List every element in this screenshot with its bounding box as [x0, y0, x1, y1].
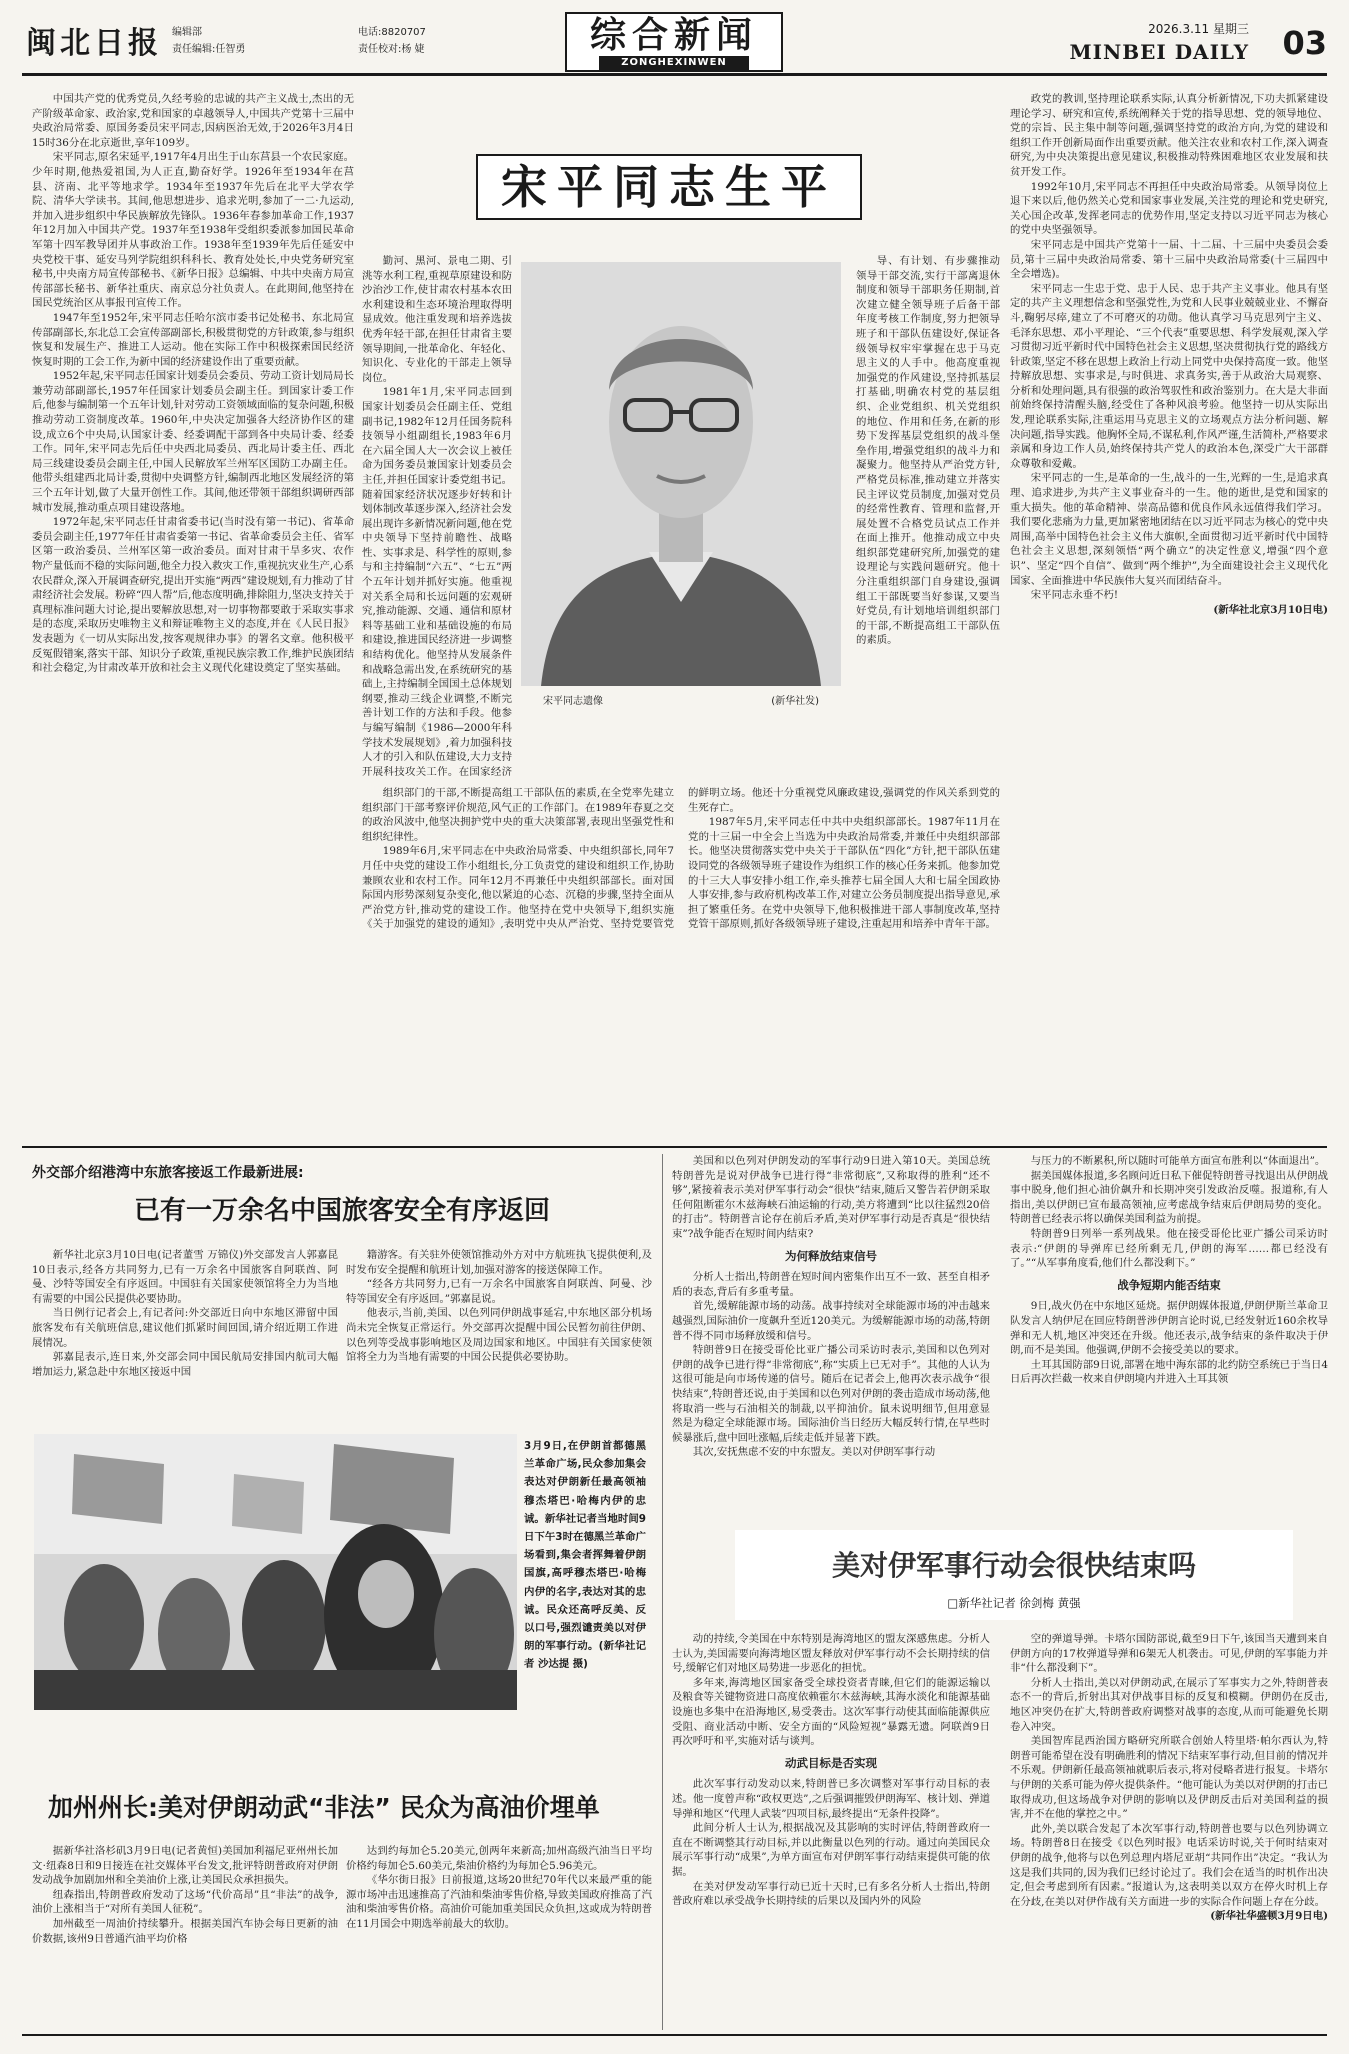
- section-banner: [565, 12, 783, 72]
- obituary-column-wide: [362, 786, 1000, 1122]
- paragraph: “经各方共同努力,已有一万余名中国旅客自阿联酋、阿曼、沙特等国安全有序返回。”郭嘉昆说。: [346, 1278, 652, 1305]
- editor-line: 责任编辑:任智勇: [172, 44, 246, 55]
- paragraph: 籍游客。有关驻外使领馆推动外方对中方航班执飞提供便利,及时发布安全提醒和航班计划,加强对游客的接送保障工作。: [346, 1249, 652, 1276]
- story4-subhead-2: 战争短期内能否结束: [1117, 1277, 1221, 1292]
- portrait-photo: [521, 262, 841, 686]
- phone-line: 电话:8820707: [358, 27, 426, 38]
- paragraph: 特朗普9日在接受哥伦比亚广播公司采访时表示,美国和以色列对伊朗的战争已进行得“非常彻底”,称“实质上已无对手”。其他的人认为这很可能是向市场传递的信号。随后在记者会上,他再次表示战争“很快结束”,特朗普还说,由于美国和以色列对伊朗的袭击造成市场动荡,他将取消一些与石油相关的制裁,以平抑油价。鼠未说明细节,但用意显然是为稳定全球能源市场。国际油价当日经历大幅反转行情,在早些时候暴涨后,盘中回吐涨幅,后续走低并显著下跌。: [672, 1344, 990, 1444]
- paragraph: 勤河、黑河、景电二期、引洮等水利工程,重视草原建设和防沙治沙工作,使甘肃农村基本农田水利建设和生态环境治理取得明显成效。他注重发现和培养选拔优秀年轻干部,在担任甘肃省主要领导期间,一批革命化、年轻化、知识化、专业化的干部走上领导岗位。: [362, 255, 512, 384]
- masthead: [22, 10, 1327, 76]
- story3-column-2: [346, 1844, 652, 2020]
- paragraph: 在美对伊发动军事行动已近十天时,已有多名分析人士指出,特朗普政府难以承受战争长期持续的后果以及国内外的风险: [672, 1880, 990, 1908]
- story2-column-1: [32, 1248, 338, 1424]
- paragraph: 1987年5月,宋平同志任中共中央组织部部长。1987年11月在党的十三届一中全会上当选为中央政治局常委,并兼任中央组织部部长。他坚决贯彻落实党中央关于干部队伍“四化”方针,把干部队伍建设同党的各级领导班子建设作为组织工作的核心任务来抓。他参加党的十三大人事安排小组工作,牵头推荐七届全国人大和七届全国政协人事安排,参与政府机构改革工作,对建立公务员制度提出指导意见,承担了繁重任务。在党中央领导下,他积极推进干部人事制度改革,坚持党管干部原则,抓好各级领导班子建设,注重起用和培养中青年干部。: [688, 816, 1000, 931]
- portrait-caption: [521, 692, 841, 707]
- story4-subhead-3: 动武目标是否实现: [785, 1755, 877, 1770]
- section-divider: [22, 1146, 1327, 1148]
- paragraph: 1947年至1952年,宋平同志任哈尔滨市委书记处秘书、东北局宣传部副部长,东北总工会宣传部副部长,积极贯彻党的方针政策,参与组织恢复和发展生产、推进工人运动。他在实际工作中积极探索国民经济恢复时期的工会工作,为新中国的经济建设作出了重要贡献。: [32, 311, 354, 368]
- editor-label: 编辑部: [172, 27, 202, 38]
- paragraph: 宋平同志的一生,是革命的一生,战斗的一生,光辉的一生,是追求真理、追求进步,为共产主义事业奋斗的一生。他的逝世,是党和国家的重大损失。他的革命精神、崇高品德和优良作风永远值得我们学习。我们要化悲痛为力量,更加紧密地团结在以习近平同志为核心的党中央周围,高举中国特色社会主义伟大旗帜,全面贯彻习近平新时代中国特色社会主义思想,深刻领悟“两个确立”的决定性意义,增强“四个意识”、坚定“四个自信”、做到“两个维护”,为全面建设社会主义现代化国家、全面推进中华民族伟大复兴而团结奋斗。: [1010, 472, 1328, 587]
- paragraph: 据美国媒体报道,多名顾问近日私下催促特朗普寻找退出从伊朗战事中脱身,他们担心油价飙升和长期冲突引发政治反噬。报道称,有人指出,美以伊朗已宣布最高领袖,应考虑战争结束后伊朗局势的变化。特朗普已经表示将以确保美国利益为前提。: [1010, 1169, 1328, 1226]
- story4-subhead-1: 为何释放结束信号: [785, 1248, 877, 1263]
- paragraph: 此外,美以联合发起了本次军事行动,特朗普也要与以色列协调立场。特朗普8日在接受《以色列时报》电话采访时说,关于何时结束对伊朗的战争,他将与以色列总理内塔尼亚胡“共同作出”决定。“我认为这是我们共同的,因为我们已经讨论过了。我们会在适当的时机作出决定,但会考虑到所有因素。”报道认为,这表明美以双方在停火时机上存在分歧,在美以对伊作战有关方面进一步的实际合作问题上存在分歧。: [1010, 1822, 1328, 1908]
- story2-column-2: [346, 1248, 652, 1424]
- paragraph: 动的持续,令美国在中东特别是海湾地区的盟友深感焦虑。分析人士认为,美国需要向海湾地区盟友释放对伊军事行动不会长期持续的信号,缓解它们对地区局势进一步恶化的担忧。: [672, 1633, 990, 1675]
- paper-logo: 闽北日报: [26, 26, 162, 61]
- paragraph: 1981年1月,宋平同志回到国家计划委员会任副主任、党组副书记,1982年12月任国务院科技领导小组副组长,1983年6月在六届全国人大一次会议上被任命为国务委员兼国家计划委员会主任,并担任国家计委党组书记。随着国家经济状况逐步好转和计划体制改革逐步深入,经济社会发展出现许多新情况新问题,他在党中央领导下坚持前瞻性、战略性、实事求是、科学性的原则,参与和主持编制“六五”、“七五”两个五年计划并抓好实施。他重视对关系全局和长远问题的宏观研究,推动能源、交通、通信和原材料等基础工业和基础设施的布局和建设,推进国民经济进一步调整和结构优化。他坚持从发展条件和战略急需出发,在系统研究的基础上,主持编制全国国土总体规划纲要,推动三线企业调整,不断完善计划工作的方法和手段。他参与编写编制《1986—2000年科学技术发展规划》,着力加强科技人才的引入和队伍建设,大力支持开展科技攻关工作。在国家经济: [362, 386, 512, 778]
- paragraph: 首先,缓解能源市场的动荡。战事持续对全球能源市场的冲击越来越强烈,国际油价一度飙升至近120美元。为缓解能源市场的动荡,特朗普不得不同市场释放缓和信号。: [672, 1300, 990, 1342]
- paragraph: 美国和以色列对伊朗发动的军事行动9日进入第10天。美国总统特朗普先是说对伊战争已进行得“非常彻底”,又称取得的胜利“还不够”,紧接着表示美对伊军事行动会“很快”结束,随后又警告若伊朗采取任何阻断霍尔木兹海峡石油运输的行动,美方将遭到“比以往猛烈20倍的打击”。特朗普言论存在前后矛盾,美对伊军事行动是否真是“很快结束”?战争能否在短时间内结束?: [672, 1155, 990, 1240]
- issue-date: 2026.3.11 星期三: [1148, 22, 1249, 36]
- story3-column-1: [32, 1844, 338, 2020]
- paper-english-name: MINBEI DAILY: [1069, 40, 1249, 64]
- paragraph: 特朗普9日列举一系列战果。他在接受哥伦比亚广播公司采访时表示:“伊朗的导弹库已经所剩无几,伊朗的海军……都已经没有了。”“从军事角度看,他们什么都没剩下。”: [1010, 1227, 1328, 1270]
- rally-photo: [34, 1434, 517, 1710]
- paragraph: 1989年6月,宋平同志在中央政治局常委、中央组织部长,同年7月任中央党的建设工作小组组长,分工负责党的建设和组织工作,协助兼顾农业和农村工作。同年12月不再兼任中央组织部部长。面对国际国内形势深刻复杂变化,他以紧迫的心态、沉稳的步骤,坚持全面从严治党方针,推动党的建设工作。他坚持在党中央领导下,组织实施《关于加强党的建设的通知》,表明党中央从严治党、坚持党要管党的鲜明立场。他还十分重视党风廉政建设,强调党的作风关系到党的生死存亡。: [362, 787, 1000, 931]
- obituary-column-1: [32, 92, 354, 1122]
- story3-headline: 加州州长:美对伊朗动武“非法” 民众为高油价埋单: [48, 1793, 600, 1822]
- paragraph: 《华尔街日报》日前报道,这场20世纪70年代以来最严重的能源市场冲击迅速推高了汽油和柴油零售价格,导致美国政府推高了汽油和柴油零售价格。高油价可能加重美国民众负担,这或成为特朗普在11月国会中期选举前最大的软肋。: [346, 1874, 652, 1930]
- story4-byline: □新华社记者 徐剑梅 黄强: [947, 1596, 1081, 1610]
- obituary-column-3: [856, 254, 1000, 772]
- paragraph: 分析人士指出,美以对伊朗动武,在展示了军事实力之外,特朗普表态不一的背后,折射出其对伊战事目标的反复和模糊。伊朗仍在反击,地区冲突仍在扩大,特朗普政府调整对战事的态度,从而可能避免长期卷入冲突。: [1010, 1676, 1328, 1733]
- paragraph: 纽森指出,特朗普政府发动了这场“代价高昂”且“非法”的战争,油价上涨相当于“对所有美国人征税”。: [32, 1888, 338, 1916]
- paragraph: 郭嘉昆表示,连日来,外交部会同中国民航局安排国内航司大幅增加运力,紧急赴中东地区接返中国: [32, 1351, 338, 1378]
- paragraph: 宋平同志一生忠于党、忠于人民、忠于共产主义事业。他具有坚定的共产主义理想信念和坚强党性,为党和人民事业兢兢业业、不懈奋斗,鞠躬尽瘁,建立了不可磨灭的功勋。他认真学习马克思列宁主义、毛泽东思想、邓小平理论、“三个代表”重要思想、科学发展观,深入学习贯彻习近平新时代中国特色社会主义思想,坚决贯彻执行党的路线方针政策,坚定不移在思想上政治上行动上同党中央保持高度一致。他坚持解放思想、实事求是,与时俱进、求真务实,善于从政治大局观察、分析和处理问题,具有很强的政治驾驭性和政治鉴别力。在大是大非面前始终保持清醒头脑,经受住了各种风浪考验。他坚持一切从实际出发,理论联系实际,注重运用马克思主义的立场观点方法分析问题、解决问题,指导实践。他胸怀全局,不谋私利,作风严谨,生活简朴,严格要求亲属和身边工作人员,始终保持共产党人的政治本色,深受广大干部群众尊敬和爱戴。: [1010, 282, 1328, 470]
- paragraph: 9日,战火仍在中东地区延烧。据伊朗媒体报道,伊朗伊斯兰革命卫队发言人纳伊尼在回应特朗普涉伊朗言论时说,已经发射近160余枚导弹和无人机,地区冲突还在升级。他还表示,战争结束的条件取决于伊朗,而不是美国。他强调,伊朗不会接受美以的要求。: [1010, 1300, 1328, 1357]
- paragraph: 宋平同志永垂不朽!: [1030, 589, 1119, 602]
- paragraph: 新华社北京3月10日电(记者董雪 万锦仪)外交部发言人郭嘉昆10日表示,经各方共同努力,已有一万余名中国旅客自阿联酋、阿曼、沙特等国安全有序返回。中国驻有关国家使领馆将全力为当地有需要的中国公民提供必要协助。: [32, 1249, 338, 1305]
- paragraph: 达到约每加仑5.20美元,创两年来新高;加州高级汽油当日平均价格约每加仑5.60美元,柴油价格约为每加仑5.96美元。: [346, 1845, 652, 1872]
- story2-headline: 已有一万余名中国旅客安全有序返回: [133, 1196, 550, 1226]
- story4-headline: 美对伊军事行动会很快结束吗: [831, 1549, 1196, 1582]
- paragraph: 多年来,海湾地区国家备受全球投资者青睐,但它们的能源运输以及粮食等关键物资进口高度依赖霍尔木兹海峡,其海水淡化和能源基础设施也多集中在沿海地区,易受袭击。这次军事行动使其面临能源供应受阻、商业活动中断、安全方面的“风险短视”暴露无遗。阿联酋9日再次呼吁和平,实施对话与谈判。: [672, 1676, 990, 1748]
- obituary-column-5: [1010, 92, 1328, 1128]
- paragraph: 1952年起,宋平同志任国家计划委员会委员、劳动工资计划局局长兼劳动部副部长,1957年任国家计划委员会副主任。到国家计委工作后,他参与编制第一个五年计划,针对劳动工资领域面临的复杂问题,积极推动劳动工资制度改革。1960年,中央决定加强各大经济协作区的建设,成立6个中央局,认国家计委、经委调配干部到各中央局计委、经委工作。同年,宋平同志先后任中央西北局委员、西北局计委主任、西北局三线建设委员会副主任,中国人民解放军兰州军区国防工办副主任。他带头组建西北局计委,贯彻中央调整方针,编制西北地区发展经济的第三个五年计划,做了大量开创性工作。其间,他还带领干部组织调研西部城市发展,推动重点项目建设落地。: [32, 370, 354, 514]
- paragraph: 此次军事行动发动以来,特朗普已多次调整对军事行动目标的表述。他一度曾声称“政权更迭”,之后强调摧毁伊朗海军、核计划、弹道导弹和地区“代理人武装”四项目标,最终提出“无条件投降”。: [672, 1778, 990, 1820]
- rally-figure: [34, 1434, 517, 1710]
- page-bottom-rule: [22, 2034, 1327, 2036]
- story4-column-4: [1010, 1632, 1328, 2024]
- paragraph: 美国智库昆西治国方略研究所联合创始人特里塔·帕尔西认为,特朗普可能希望在没有明确胜利的情况下结束军事行动,但目前的情况并不乐观。伊朗新任最高领袖就职后表示,将对侵略者进行报复。卡塔尔与伊朗的关系可能为停火提供条件。“他可能认为美以对伊朗的打击已取得成功,但这场战争对伊朗的影响以及伊朗反击后对美国利益的损害,并不在他的掌控之中。”: [1010, 1735, 1328, 1821]
- paragraph: 土耳其国防部9日说,部署在地中海东部的北约防空系统已于当日4日后再次拦截一枚来自伊朗境内并进入土耳其领: [1010, 1358, 1328, 1386]
- obituary-signature: (新华社北京3月10日电): [1213, 603, 1328, 616]
- page-number: 03: [1282, 24, 1327, 62]
- proof-line: 责任校对:杨 婕: [358, 44, 425, 55]
- portrait-figure: [521, 262, 841, 686]
- paragraph: 组织部门的干部,不断提高组工干部队伍的素质,在全党率先建立组织部门干部考察评价规范,风气正的工作部门。在1989年春夏之交的政治风波中,他坚决拥护党中央的重大决策部署,表现出坚强党性和组织纪律性。: [362, 787, 674, 843]
- caption-right: (新华社发): [771, 696, 819, 707]
- paragraph: 宋平同志,原名宋延平,1917年4月出生于山东莒县一个农民家庭。少年时期,他热爱祖国,为人正直,勤奋好学。1926年至1934年在莒县、济南、北平等地求学。1934年至1937年先后在北平大学农学院、清华大学读书。其间,他思想进步、追求光明,参加了一二·九运动,并加入进步组织中华民族解放先锋队。1936年春参加革命工作,1937年12月加入中国共产党。1937年至1938年受组织委派参加国民革命军第十四军教导团并从事政治工作。1938年至1939年先后任延安中央党校干事、延安马列学院组织科科长、教育处处长,中央党务研究室秘书,中央南方局宣传部秘书、《新华日报》总编辑、中共中央南方局宣传部部长秘书、新华社重庆、南京总分社负责人。在此期间,他坚持在国民党统治区从事报刊宣传工作。: [32, 151, 354, 310]
- paragraph: 1992年10月,宋平同志不再担任中央政治局常委。从领导岗位上退下来以后,他仍然关心党和国家事业发展,关注党的理论和党史研究,关心国企改革,发挥老同志的优势作用,坚定支持以习近平同志为核心的党中央坚强领导。: [1010, 180, 1328, 237]
- phone-info: [358, 24, 426, 58]
- paragraph: 与压力的不断累积,所以随时可能单方面宣布胜利以“体面退出”。: [1030, 1155, 1326, 1167]
- paragraph: 据新华社洛杉矶3月9日电(记者黄恒)美国加利福尼亚州州长加文·纽森8日和9日接连在社交媒体平台发文,批评特朗普政府对伊朗发动战争加剧加州和全美油价上涨,让美国民众承担损失。: [32, 1845, 338, 1887]
- paragraph: 加州截至一周油价持续攀升。根据美国汽车协会每日更新的油价数据,该州9日普通汽油平均价格: [32, 1917, 338, 1945]
- story2-kicker: 外交部介绍港湾中东旅客接返工作最新进展:: [32, 1165, 304, 1181]
- story4-column-2: [1010, 1154, 1328, 1526]
- paragraph: 政党的教训,坚持理论联系实际,认真分析新情况,下功夫抓紧建设理论学习、研究和宣传,系统阐释关于党的指导思想、党的领导地位、党的宗旨、民主集中制等问题,强调坚持党的政治方向,为党的建设和组织工作开创新局面作出重要贡献。他关注农业和农村工作,深入调查研究,为中央决策提出意见建议,积极推动特殊困难地区农业发展和扶贫开发工作。: [1010, 93, 1328, 178]
- paragraph: 宋平同志是中国共产党第十一届、十二届、十三届中央委员会委员,第十三届中央政治局常委、第十三届中央政治局常委(十三届四中全会增选)。: [1010, 238, 1328, 281]
- section-title: 综合新闻: [589, 14, 758, 56]
- rally-photo-caption: 3月9日,在伊朗首都德黑兰革命广场,民众参加集会表达对伊朗新任最高领袖穆杰塔巴·哈梅内伊的忠诚。新华社记者当地时间9日下午3时在德黑兰革命广场看到,集会者挥舞着伊朗国旗,高呼穆杰塔巴·哈梅内伊的名字,表达对其的忠诚。民众还高呼反美、反以口号,强烈谴责美以对伊朗的军事行动。(新华社记者 沙达提 摄): [524, 1440, 646, 1671]
- paragraph: 他表示,当前,美国、以色列同伊朗战事延宕,中东地区部分机场尚未完全恢复正常运行。外交部再次提醒中国公民暂勿前往伊朗、以色列等受战事影响地区及周边国家和地区。中国驻有关国家使领馆将全力为当地有需要的中国公民提供必要协助。: [346, 1307, 652, 1364]
- paragraph: 分析人士指出,特朗普在短时间内密集作出互不一致、甚至自相矛盾的表态,背后有多重考量。: [672, 1271, 990, 1298]
- story4-column-3: [672, 1632, 990, 2024]
- paragraph: 其次,安抚焦虑不安的中东盟友。美以对伊朗军事行动: [692, 1446, 936, 1459]
- editor-info: [172, 24, 245, 58]
- obituary-headline: 宋平同志生平: [476, 154, 862, 220]
- paragraph: 空的弹道导弹。卡塔尔国防部说,截至9日下午,该国当天遭到来自伊朗方向的17枚弹道导弹和6架无人机袭击。可见,伊朗的军事能力并非“什么都没剩下”。: [1010, 1633, 1328, 1675]
- section-pinyin: ZONGHEXINWEN: [599, 56, 749, 70]
- paragraph: 导、有计划、有步骤推动领导干部交流,实行干部离退休制度和领导干部职务任期制,首次建立健全领导班子后备干部年度考核工作制度,努力把领导班子和干部队伍建设好,保证各级领导权牢牢掌握在忠于马克思主义的人手中。他高度重视加强党的作风建设,坚持抓基层打基础,明确农村党的基层组织、企业党组织、机关党组织的地位、作用和任务,在新的形势下发挥基层党组织的战斗堡垒作用,增强党组织的战斗力和凝聚力。他坚持从严治党方针,严格党员标准,推动建立并落实民主评议党员制度,加强对党员的经常性教育、管理和监督,开展处置不合格党员试点工作并在面上推开。他推动成立中央组织部党建研究所,加强党的建设理论与实践问题研究。他十分注重组织部门自身建设,强调组工干部既要当好参谋,又要当好党员,有计划地培训组织部门的干部,不断提高组工干部队伍的素质。: [856, 255, 1000, 647]
- paragraph: 中国共产党的优秀党员,久经考验的忠诚的共产主义战士,杰出的无产阶级革命家、政治家,党和国家的卓越领导人,中国共产党第十三届中央政治局常委、原国务委员宋平同志,因病医治无效,于2026年3月4日15时36分在北京逝世,享年109岁。: [32, 93, 354, 149]
- column-divider: [662, 1154, 663, 2030]
- story4-column-1: [672, 1154, 990, 1526]
- caption-left: 宋平同志遗像: [543, 696, 603, 707]
- story4-signature: (新华社华盛顿3月9日电): [1210, 1910, 1328, 1923]
- paragraph: 当日例行记者会上,有记者问:外交部近日向中东地区滞留中国旅客发布有关航班信息,建议他们抓紧时间回国,请介绍近期工作进展情况。: [32, 1307, 338, 1349]
- paragraph: 此间分析人士认为,根据战况及其影响的实时评估,特朗普政府一直在不断调整其行动目标,并以此衡量以色列的行动。通过向美国民众展示军事行动“成果”,为单方面宣布对伊朗军事行动结束提供可能的依据。: [672, 1822, 990, 1878]
- paragraph: 1972年起,宋平同志任甘肃省委书记(当时没有第一书记)、省革命委员会副主任,1977年任甘肃省委第一书记、省革命委员会主任、省军区第一政治委员、兰州军区第一政治委员。面对甘肃干旱多灾、农作物产量低而不稳的实际问题,他全力投入救灾工作,重视抗灾业生产,心系农民群众,深入开展调查研究,提出开实施“两西”建设规划,有力推动了甘肃经济社会发展。粉碎“四人帮”后,他态度明确,排除阻力,坚决支持关于真理标准问题大讨论,提出要解放思想,对一切事物都要敢于采取实事求是的态度,采取历史唯物主义和辩证唯物主义的态度,并在《人民日报》发表题为《一切从实际出发,按客观规律办事》的署名文章。他积极平反冤假错案,落实干部、知识分子政策,重视民族宗教工作,维护民族团结和社会稳定,为甘肃改革开放和社会主义现代化建设奠定了坚实基础。: [32, 516, 354, 675]
- obituary-column-2: [362, 254, 512, 778]
